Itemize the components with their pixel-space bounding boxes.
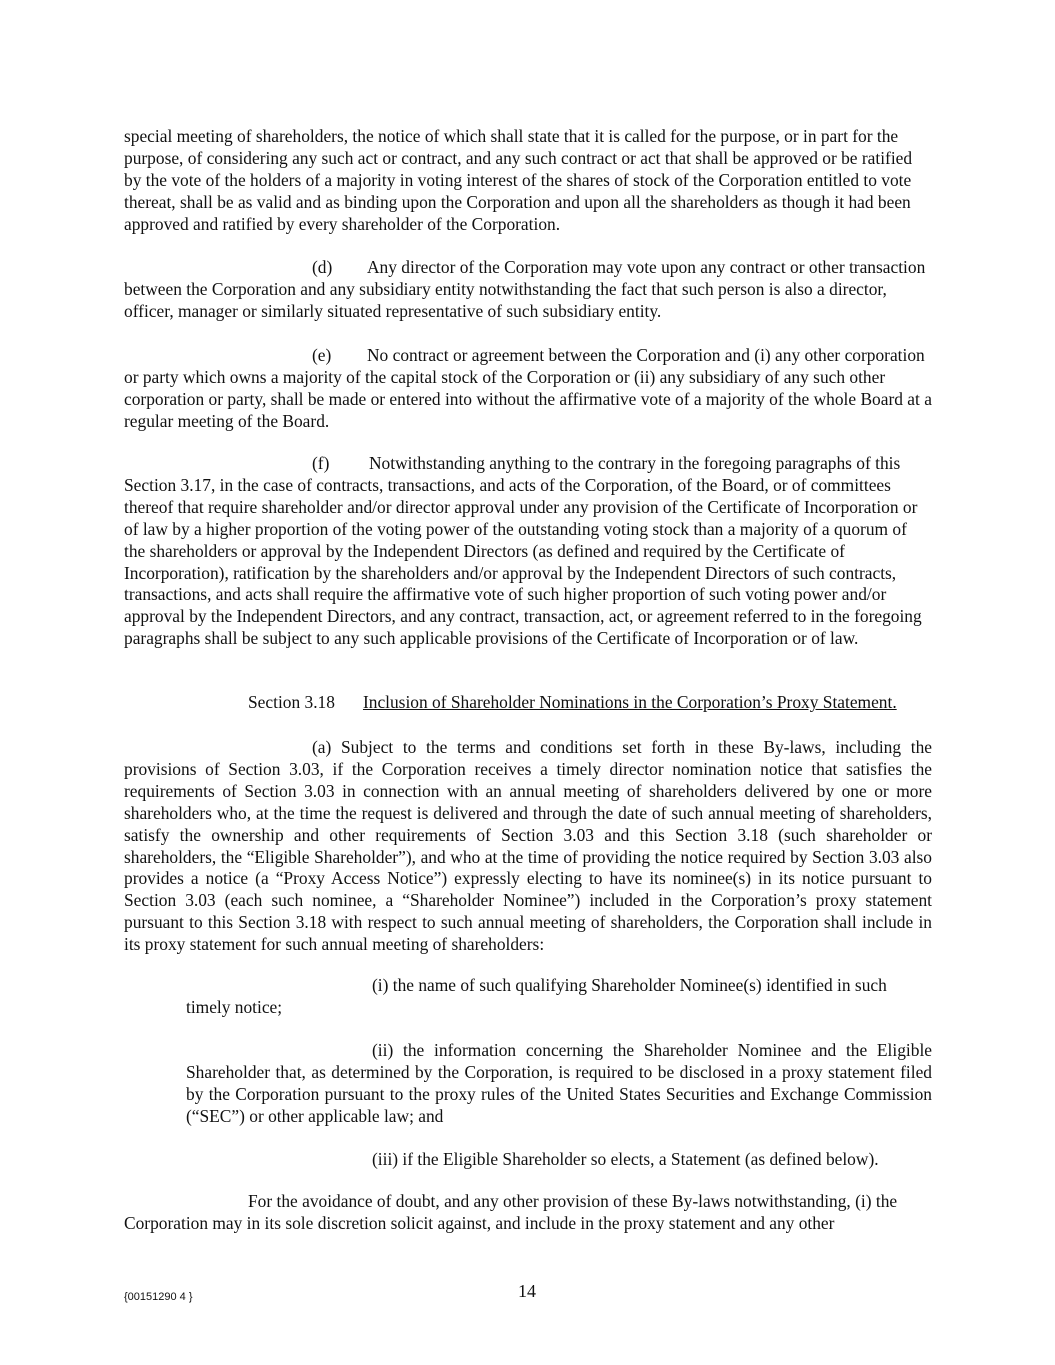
final-paragraph-text: For the avoidance of doubt, and any other provision of these By-laws notwithstanding, (i) the Corporation may in its sole discretion solicit against, and include in the proxy statement and any other bbox=[124, 1191, 898, 1233]
section-3-18-heading bbox=[248, 692, 897, 714]
item-i bbox=[186, 975, 932, 1019]
section-title: Inclusion of Shareholder Nominations in the Corporation’s Proxy Statement. bbox=[362, 692, 897, 712]
paragraph-f bbox=[124, 453, 932, 650]
paragraph-a bbox=[124, 737, 932, 956]
paragraph-f-text: Notwithstanding anything to the contrary in the foregoing paragraphs of this Section 3.17, in the case of contracts, transactions, and acts of the Corporation, of the Board, or of committees thereof that require shareholder and/or director approval under any provision of the Certificate of Incorporation or of law by a higher proportion of the voting power of the outstanding voting stock than a majority of a quorum of the shareholders or approval by the Independent Directors (as defined and required by the Certificate of Incorporation), ratification by the shareholders and/or approval by the Independent Directors of such contracts, transactions, and acts shall require the affirmative vote of such higher proportion of such voting power and/or approval by the Independent Directors, and any contract, transaction, act, or agreement referred to in the foregoing paragraphs shall be subject to any such applicable provisions of the Certificate of Incorporation or of law. bbox=[124, 453, 922, 649]
paragraph-d bbox=[124, 257, 932, 323]
item-ii bbox=[186, 1040, 932, 1128]
paragraph-d-text: Any director of the Corporation may vote upon any contract or other transaction between the Corporation and any subsidiary entity notwithstanding the fact that such person is also a director, officer, manager or similarly situated representative of such subsidiary entity. bbox=[124, 257, 926, 321]
paragraph-d-label: (d) bbox=[312, 257, 333, 277]
continuation-paragraph: special meeting of shareholders, the notice of which shall state that it is called for the purpose, or in part for the purpose, of considering any such act or contract, and any such contract or act that shall be approved or be ratified by the vote of the holders of a majority in voting interest of the shares of stock of the Corporation entitled to vote thereat, shall be as valid and as binding upon the Corporation and upon all the shareholders as though it had been approved and ratified by every shareholder of the Corporation. bbox=[124, 126, 913, 234]
final-paragraph bbox=[124, 1191, 932, 1235]
item-i-text: (i) the name of such qualifying Shareholder Nominee(s) identified in such timely notice; bbox=[186, 975, 887, 1017]
page-number: 14 bbox=[518, 1281, 536, 1301]
item-iii bbox=[186, 1149, 932, 1171]
item-iii-text: (iii) if the Eligible Shareholder so elects, a Statement (as defined below). bbox=[372, 1149, 879, 1169]
item-ii-text: (ii) the information concerning the Shareholder Nominee and the Eligible Shareholder that, as determined by the Corporation, is required to be disclosed in a proxy statement filed by the Corporation pursuant to the proxy rules of the United States Securities and Exchange Commission (“SEC”) or other applicable law; and bbox=[186, 1040, 932, 1126]
paragraph-e bbox=[124, 345, 932, 433]
paragraph-e-text: No contract or agreement between the Corporation and (i) any other corporation or party which owns a majority of the capital stock of the Corporation or (ii) any subsidiary of any such other corporation or party, shall be made or entered into without the affirmative vote of a majority of the whole Board at a regular meeting of the Board. bbox=[124, 345, 932, 431]
paragraph-a-text: (a) Subject to the terms and conditions set forth in these By-laws, including the provisions of Section 3.03, if the Corporation receives a timely director nomination notice that satisfies the requirements of Section 3.03 in connection with an annual meeting of shareholders delivered by one or more shareholders who, at the time the request is delivered and through the date of such annual meeting of shareholders, satisfy the ownership and other requirements of Section 3.03 and this Section 3.18 (such shareholder or shareholders, the “Eligible Shareholder”), and who at the time of providing the notice required by Section 3.03 also provides a notice (a “Proxy Access Notice”) expressly electing to have its nominee(s) in its notice pursuant to Section 3.03 (each such nominee, a “Shareholder Nominee”) included in the Corporation’s proxy statement pursuant to this Section 3.18 with respect to such annual meeting of shareholders, the Corporation shall include in its proxy statement for such annual meeting of shareholders: bbox=[124, 737, 932, 955]
paragraph-e-label: (e) bbox=[312, 345, 332, 365]
paragraph-f-label: (f) bbox=[312, 453, 330, 473]
section-number: Section 3.18 bbox=[248, 692, 335, 712]
document-code: {00151290 4 } bbox=[124, 1291, 193, 1303]
